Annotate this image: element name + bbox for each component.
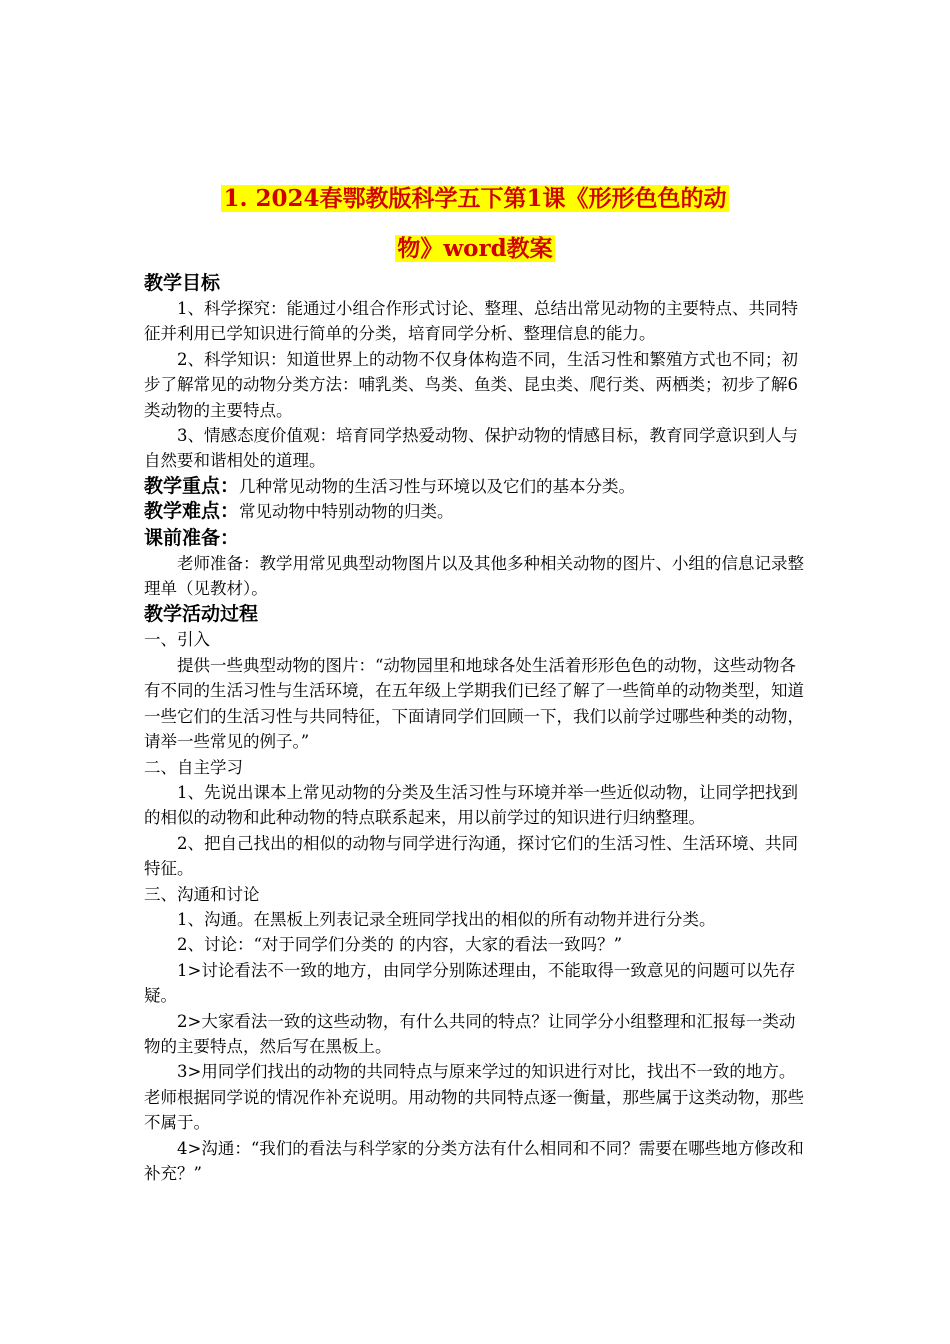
- prep-text: 老师准备：教学用常见典型动物图片以及其他多种相关动物的图片、小组的信息记录整理单（见教材）。: [144, 553, 804, 599]
- document-title-line1: 1. 2024春鄂教版科学五下第1课《形形色色的动: [223, 185, 727, 212]
- section-intro-text: 提供一些典型动物的图片：“动物园里和地球各处生活着形形色色的动物，这些动物各有不同的生活习性与生活环境，在五年级上学期我们已经了解了一些简单的动物类型，知道一些它们的生活习性与共同特征，下面请同学们回顾一下，我们以前学过哪些种类的动物，请举一些常见的例子。”: [144, 655, 804, 752]
- goals-heading: 教学目标: [144, 272, 221, 294]
- discussion-item-2: 2、讨论：“对于同学们分类的 的内容，大家的看法一致吗？”: [177, 935, 623, 955]
- key-point: [144, 474, 810, 499]
- difficulty-text: 常见动物中特别动物的归类。: [239, 502, 454, 522]
- document-body: [144, 270, 810, 1186]
- discussion-item-4: 2>大家看法一致的这些动物，有什么共同的特点？让同学分小组整理和汇报每一类动物的主要特点，然后写在黑板上。: [144, 1011, 796, 1056]
- difficulty: [144, 499, 810, 524]
- prep-heading: 课前准备：: [144, 526, 240, 549]
- goal-item-3: 3、情感态度价值观：培育同学热爱动物、保护动物的情感目标，教育同学意识到人与自然要和谐相处的道理。: [144, 426, 798, 471]
- self-study-item-2: 2、把自己找出的相似的动物与同学进行沟通，探讨它们的生活习性、生活环境、共同特征。: [144, 833, 798, 879]
- section-self-study-title: 二、自主学习: [144, 757, 243, 777]
- section-intro-title: 一、引入: [144, 630, 210, 650]
- discussion-item-6: 4>沟通：“我们的看法与科学家的分类方法有什么相同和不同？需要在哪些地方修改和补充？”: [144, 1138, 804, 1183]
- goal-item-1: 1、科学探究：能通过小组合作形式讨论、整理、总结出常见动物的主要特点、共同特征并利用已学知识进行简单的分类，培育同学分析、整理信息的能力。: [144, 299, 798, 344]
- key-point-text: 几种常见动物的生活习性与环境以及它们的基本分类。: [239, 476, 636, 496]
- goal-item-2: 2、科学知识：知道世界上的动物不仅身体构造不同，生活习性和繁殖方式也不同；初步了解常见的动物分类方法：哺乳类、鸟类、鱼类、昆虫类、爬行类、两栖类；初步了解6类动物的主要特点。: [144, 349, 798, 420]
- discussion-item-1: 1、沟通。在黑板上列表记录全班同学找出的相似的所有动物并进行分类。: [177, 909, 716, 929]
- section-discussion-title: 三、沟通和讨论: [144, 884, 260, 904]
- key-point-label: 教学重点：: [144, 474, 240, 497]
- discussion-item-5: 3>用同学们找出的动物的共同特点与原来学过的知识进行对比，找出不一致的地方。老师根据同学说的情况作补充说明。用动物的共同特点逐一衡量，那些属于这类动物，那些不属于。: [144, 1062, 804, 1133]
- difficulty-label: 教学难点：: [144, 500, 240, 523]
- document-title-line2: 物》word教案: [397, 235, 553, 262]
- process-heading: 教学活动过程: [144, 603, 259, 626]
- self-study-item-1: 1、先说出课本上常见动物的分类及生活习性与环境并举一些近似动物，让同学把找到的相似的动物和此种动物的特点联系起来，用以前学过的知识进行归纳整理。: [144, 782, 798, 828]
- discussion-item-3: 1>讨论看法不一致的地方，由同学分别陈述理由，不能取得一致意见的问题可以先存疑。: [144, 960, 796, 1006]
